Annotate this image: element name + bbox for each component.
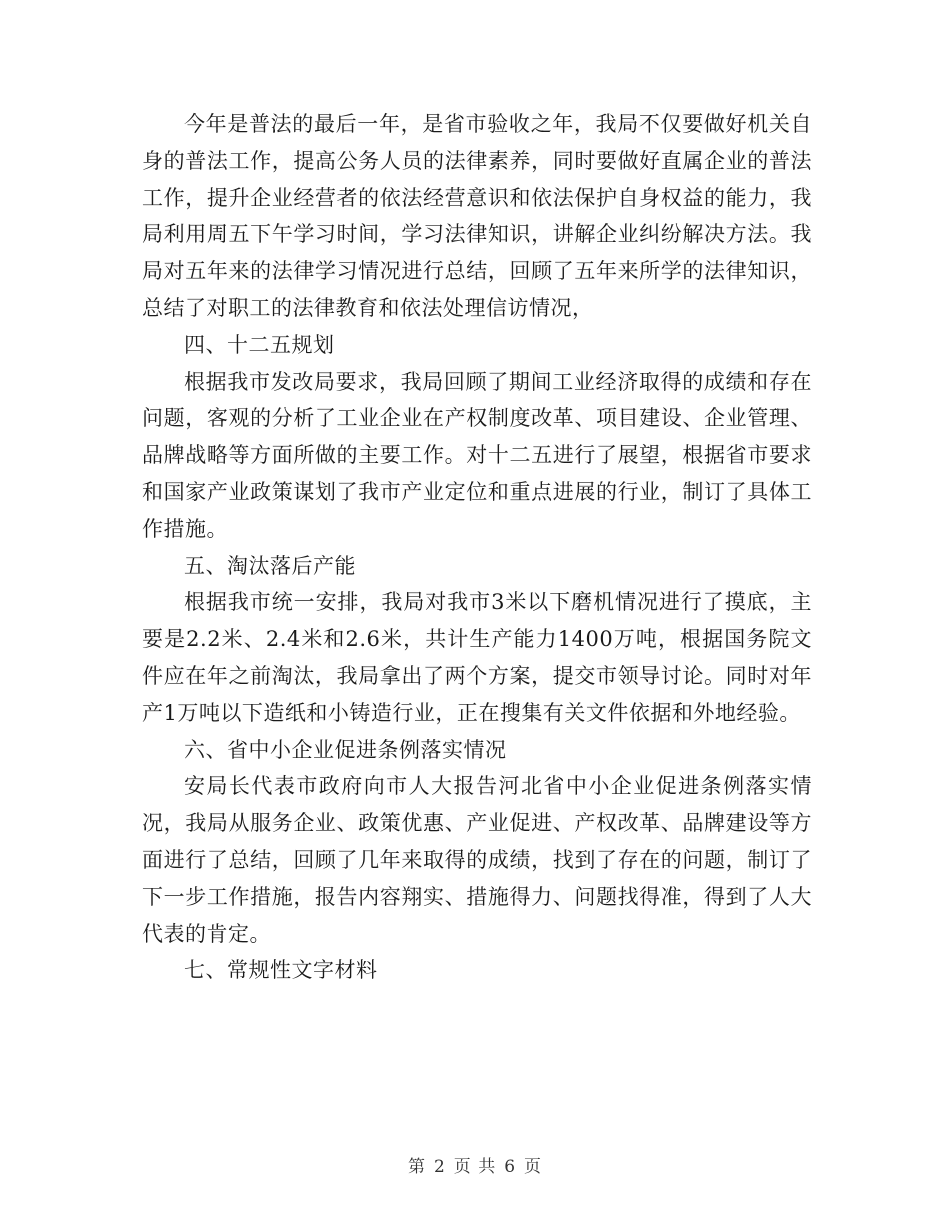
section-heading-routine-materials: 七、常规性文字材料 (184, 958, 378, 983)
page-footer (0, 1152, 950, 1177)
section-heading-five-year-plan: 四、十二五规划 (184, 332, 335, 357)
section-heading-eliminate-capacity: 五、淘汰落后产能 (184, 553, 356, 578)
paragraph-sme-regulation: 安局长代表市政府向市人大报告河北省中小企业促进条例落实情况，我局从服务企业、政策优惠、产业促进、产权改革、品牌建设等方面进行了总结，回顾了几年来取得的成绩，找到了存在的问题，制订了下一步工作措施，报告内容翔实、措施得力、问题找得准，得到了人大代表的肯定。 (142, 774, 812, 946)
paragraph-eliminate-capacity: 根据我市统一安排，我局对我市3米以下磨机情况进行了摸底，主要是2.2米、2.4米和2.6米，共计生产能力1400万吨，根据国务院文件应在年之前淘汰，我局拿出了两个方案，提交市领导讨论。同时对年产1万吨以下造纸和小铸造行业，正在搜集有关文件依据和外地经验。 (142, 590, 812, 725)
footer-page-number: 2 (433, 1157, 446, 1177)
document-body (142, 106, 812, 989)
paragraph-law-study: 今年是普法的最后一年，是省市验收之年，我局不仅要做好机关自身的普法工作，提高公务人员的法律素养，同时要做好直属企业的普法工作，提升企业经营者的依法经营意识和依法保护自身权益的能力，我局利用周五下午学习时间，学习法律知识，讲解企业纠纷解决方法。我局对五年来的法律学习情况进行总结，回顾了五年来所学的法律知识，总结了对职工的法律教育和依法处理信访情况， (142, 112, 812, 320)
footer-prefix: 第 (407, 1157, 426, 1177)
section-heading-sme-regulation: 六、省中小企业促进条例落实情况 (184, 737, 507, 762)
footer-total-pages: 6 (504, 1157, 517, 1177)
paragraph-five-year-plan: 根据我市发改局要求，我局回顾了期间工业经济取得的成绩和存在问题，客观的分析了工业企业在产权制度改革、项目建设、企业管理、品牌战略等方面所做的主要工作。对十二五进行了展望，根据省市要求和国家产业政策谋划了我市产业定位和重点进展的行业，制订了具体工作措施。 (142, 369, 812, 541)
footer-suffix: 页 (524, 1157, 543, 1177)
footer-middle: 页 共 (453, 1157, 497, 1177)
